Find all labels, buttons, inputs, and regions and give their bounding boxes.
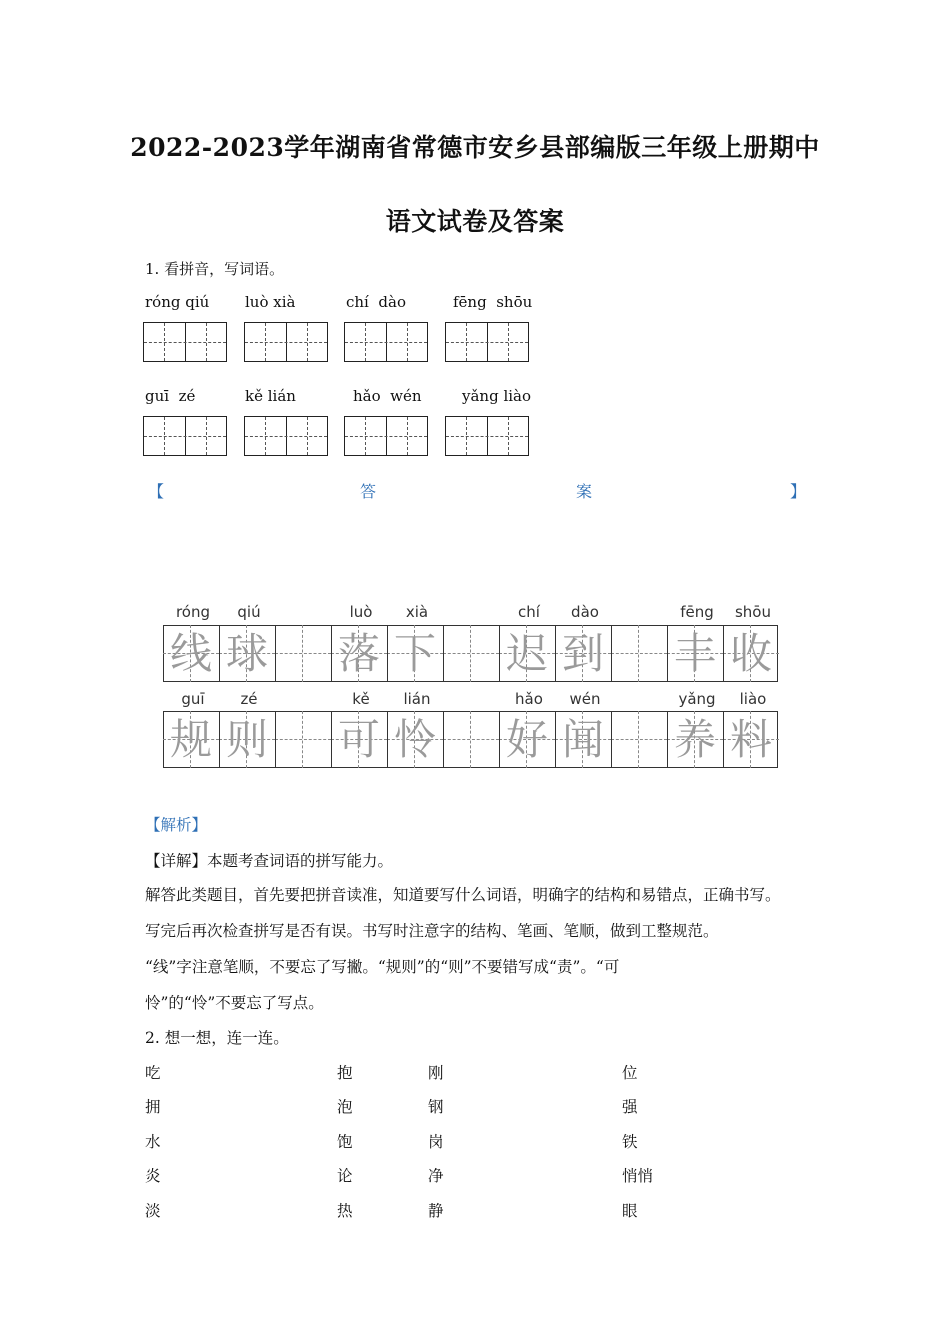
grid-cell	[443, 625, 499, 682]
answer-character	[163, 711, 219, 768]
answer-character-glyph: 可	[337, 715, 380, 764]
answer-character-glyph: 下	[393, 629, 436, 678]
answer-character-glyph: 怜	[393, 715, 436, 764]
analysis-paragraph: 写完后再次检查拼写是否有误。书写时注意字的结构、笔画、笔顺，做到工整规范。	[145, 922, 719, 940]
answer-pinyin: liào	[739, 690, 767, 708]
answer-character	[387, 625, 443, 682]
answer-label-char: 答	[360, 482, 377, 501]
pinyin-label: luò xià	[245, 293, 296, 311]
answer-character	[667, 625, 723, 682]
answer-character-glyph: 球	[225, 629, 268, 678]
match-item[interactable]: 静	[428, 1202, 444, 1220]
grid-cell	[443, 711, 499, 768]
pinyin-label: yǎng liào	[462, 387, 532, 405]
grid-separator	[611, 711, 612, 768]
answer-character	[331, 711, 387, 768]
answer-pinyin: hǎo	[515, 690, 543, 708]
match-item[interactable]: 炎	[145, 1167, 161, 1185]
match-item[interactable]: 淡	[145, 1202, 161, 1220]
match-item[interactable]: 强	[622, 1098, 638, 1116]
match-item[interactable]: 悄悄	[622, 1167, 654, 1185]
answer-pinyin: zé	[240, 690, 258, 708]
writing-box[interactable]	[344, 416, 428, 456]
answer-character	[219, 625, 275, 682]
answer-character-glyph: 线	[169, 629, 212, 678]
answer-pinyin: luò	[349, 603, 373, 621]
answer-pinyin: chí	[518, 603, 540, 621]
answer-pinyin: wén	[569, 690, 601, 708]
answer-character	[555, 625, 611, 682]
analysis-paragraph: “线”字注意笔顺，不要忘了写撇。“规则”的“则”不要错写成“责”。“可	[145, 958, 620, 976]
analysis-detail: 【详解】本题考查词语的拼写能力。	[145, 852, 394, 870]
answer-character	[499, 711, 555, 768]
writing-box[interactable]	[244, 416, 328, 456]
answer-pinyin: qiú	[237, 603, 261, 621]
grid-cell	[611, 711, 667, 768]
analysis-paragraph: 怜”的“怜”不要忘了写点。	[145, 994, 324, 1012]
answer-pinyin: kě	[352, 690, 370, 708]
match-item[interactable]: 论	[337, 1167, 353, 1185]
grid-separator	[611, 625, 612, 682]
pinyin-label: fēng shōu	[453, 293, 533, 311]
grid-cell	[275, 711, 331, 768]
writing-box[interactable]	[244, 322, 328, 362]
match-item[interactable]: 刚	[428, 1064, 444, 1082]
pinyin-label: chí dào	[346, 293, 406, 311]
match-item[interactable]: 热	[337, 1202, 353, 1220]
answer-pinyin: xià	[405, 603, 429, 621]
answer-character	[723, 711, 779, 768]
page-title-line2: 语文试卷及答案	[385, 207, 565, 236]
answer-character	[667, 711, 723, 768]
pinyin-label: guī zé	[145, 387, 196, 405]
answer-character	[163, 625, 219, 682]
grid-separator	[443, 711, 444, 768]
answer-character-glyph: 迟	[505, 629, 548, 678]
answer-character-glyph: 则	[225, 715, 268, 764]
answer-pinyin: dào	[571, 603, 599, 621]
grid-separator	[275, 711, 276, 768]
writing-box[interactable]	[344, 322, 428, 362]
match-item[interactable]: 铁	[622, 1133, 638, 1151]
pinyin-label: hǎo wén	[353, 387, 422, 405]
answer-character	[331, 625, 387, 682]
grid-separator	[275, 625, 276, 682]
grid-separator	[443, 625, 444, 682]
pinyin-label: róng qiú	[145, 293, 210, 311]
match-item[interactable]: 眼	[622, 1202, 638, 1220]
answer-character-glyph: 丰	[673, 629, 716, 678]
match-item[interactable]: 钢	[428, 1098, 444, 1116]
answer-character	[499, 625, 555, 682]
analysis-label: 【解析】	[145, 816, 208, 834]
answer-pinyin: yǎng	[678, 690, 716, 708]
analysis-paragraph: 解答此类题目，首先要把拼音读准，知道要写什么词语，明确字的结构和易错点，正确书写。	[145, 886, 781, 904]
answer-character-glyph: 养	[673, 715, 716, 764]
answer-pinyin: fēng	[680, 603, 714, 621]
question-2-prompt: 2. 想一想，连一连。	[145, 1029, 289, 1047]
answer-character-glyph: 闻	[561, 715, 604, 764]
match-item[interactable]: 拥	[145, 1098, 161, 1116]
grid-cell	[611, 625, 667, 682]
answer-character	[219, 711, 275, 768]
writing-box[interactable]	[445, 416, 529, 456]
answer-character	[555, 711, 611, 768]
match-item[interactable]: 吃	[145, 1064, 161, 1082]
answer-character-glyph: 落	[337, 629, 380, 678]
answer-label-char: 案	[576, 482, 593, 501]
answer-character-glyph: 收	[729, 629, 772, 678]
answer-bracket-left: 【	[148, 482, 165, 501]
answer-pinyin: róng	[175, 603, 211, 621]
match-item[interactable]: 岗	[428, 1133, 444, 1151]
page-title-line1: 2022-2023学年湖南省常德市安乡县部编版三年级上册期中	[130, 133, 820, 162]
pinyin-label: kě lián	[245, 387, 296, 405]
question-1-prompt: 1. 看拼音，写词语。	[145, 260, 285, 278]
answer-character-glyph: 规	[169, 715, 212, 764]
writing-box[interactable]	[445, 322, 529, 362]
grid-cell	[275, 625, 331, 682]
match-item[interactable]: 位	[622, 1064, 638, 1082]
match-item[interactable]: 饱	[337, 1133, 353, 1151]
answer-bracket-right: 】	[790, 482, 807, 501]
match-item[interactable]: 净	[428, 1167, 444, 1185]
answer-character	[387, 711, 443, 768]
answer-pinyin: lián	[403, 690, 431, 708]
writing-box[interactable]	[143, 416, 227, 456]
answer-character-glyph: 好	[505, 715, 548, 764]
match-item[interactable]: 泡	[337, 1098, 353, 1116]
match-item[interactable]: 抱	[337, 1064, 353, 1082]
answer-character	[723, 625, 779, 682]
writing-box[interactable]	[143, 322, 227, 362]
match-item[interactable]: 水	[145, 1133, 161, 1151]
answer-pinyin: guī	[181, 690, 205, 708]
answer-pinyin: shōu	[734, 603, 771, 621]
answer-character-glyph: 料	[729, 715, 772, 764]
answer-character-glyph: 到	[561, 629, 604, 678]
